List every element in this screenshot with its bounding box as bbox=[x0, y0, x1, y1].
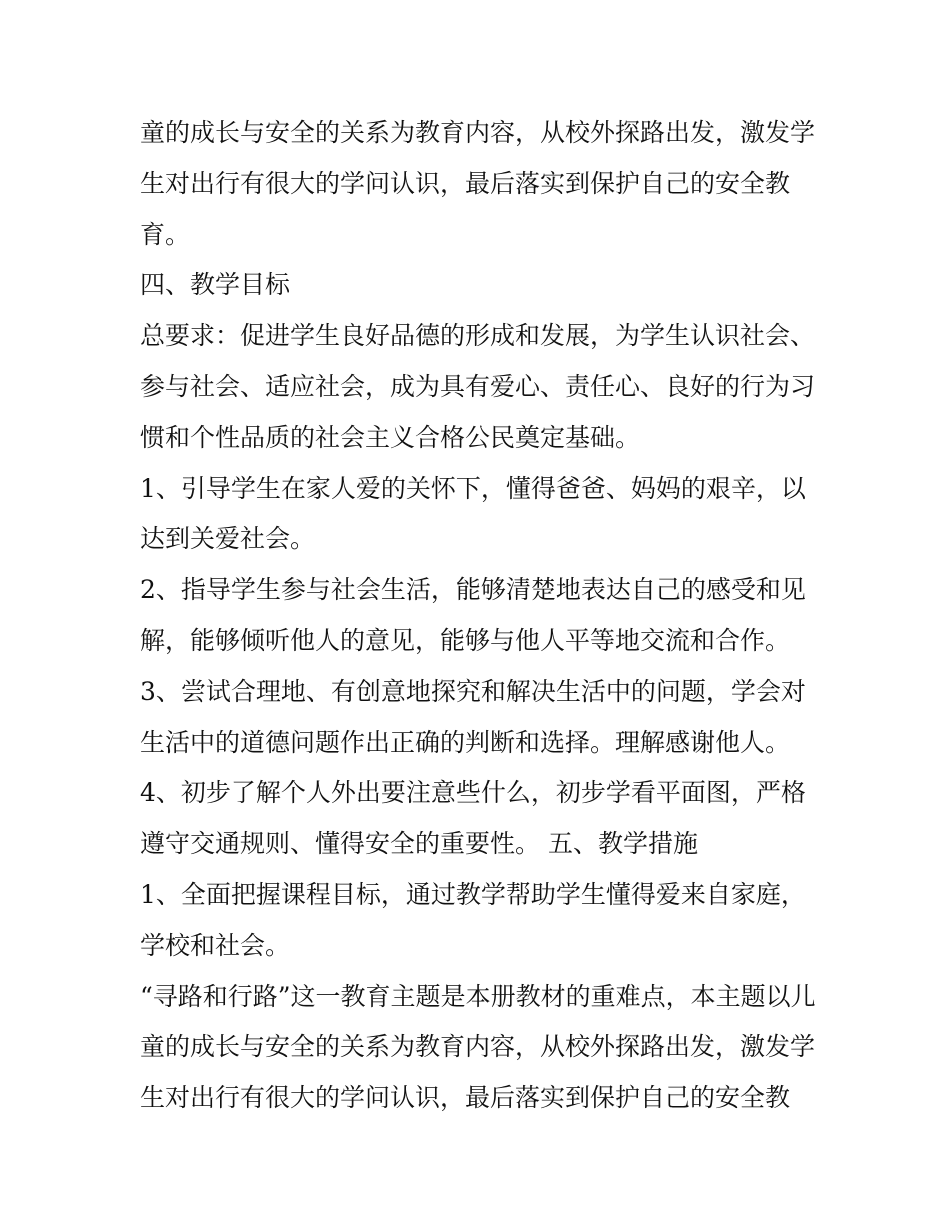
list-item-line: 1、引导学生在家人爱的关怀下，懂得爸爸、妈妈的艰辛，以 bbox=[140, 473, 806, 503]
text-line: 童的成长与安全的关系为教育内容，从校外探路出发，激发学 bbox=[140, 118, 816, 147]
text-line: 总要求：促进学生良好品德的形成和发展，为学生认识社会、 bbox=[140, 321, 816, 351]
list-item-line: 3、尝试合理地、有创意地探究和解决生活中的问题，学会对 bbox=[140, 676, 806, 706]
list-item-line: 4、初步了解个人外出要注意些什么，初步学看平面图，严格 bbox=[140, 778, 806, 808]
text-line: 童的成长与安全的关系为教育内容，从校外探路出发，激发学 bbox=[140, 1032, 816, 1062]
document-body bbox=[140, 108, 830, 1124]
text-line: 生对出行有很大的学问认识，最后落实到保护自己的安全教 bbox=[140, 1083, 791, 1113]
text-line: 参与社会、适应社会，成为具有爱心、责任心、良好的行为习 bbox=[140, 371, 816, 401]
section-heading: 四、教学目标 bbox=[140, 270, 291, 300]
list-item-line: 遵守交通规则、懂得安全的重要性。 五、教学措施 bbox=[140, 829, 698, 859]
text-line: 生对出行有很大的学问认识，最后落实到保护自己的安全教 bbox=[140, 168, 791, 198]
list-item-line: 2、指导学生参与社会生活，能够清楚地表达自己的感受和见 bbox=[140, 575, 806, 605]
list-item-line: 解，能够倾听他人的意见，能够与他人平等地交流和合作。 bbox=[140, 625, 791, 655]
list-item-line: 达到关爱社会。 bbox=[140, 524, 316, 554]
text-line: “寻路和行路”这一教育主题是本册教材的重难点，本主题以儿 bbox=[140, 981, 816, 1011]
list-item-line: 1、全面把握课程目标，通过教学帮助学生懂得爱来自家庭， bbox=[140, 879, 806, 909]
list-item-line: 学校和社会。 bbox=[140, 930, 291, 960]
list-item-line: 生活中的道德问题作出正确的判断和选择。理解感谢他人。 bbox=[140, 727, 791, 757]
text-line: 惯和个性品质的社会主义合格公民奠定基础。 bbox=[140, 422, 641, 452]
text-line: 育。 bbox=[140, 219, 191, 249]
